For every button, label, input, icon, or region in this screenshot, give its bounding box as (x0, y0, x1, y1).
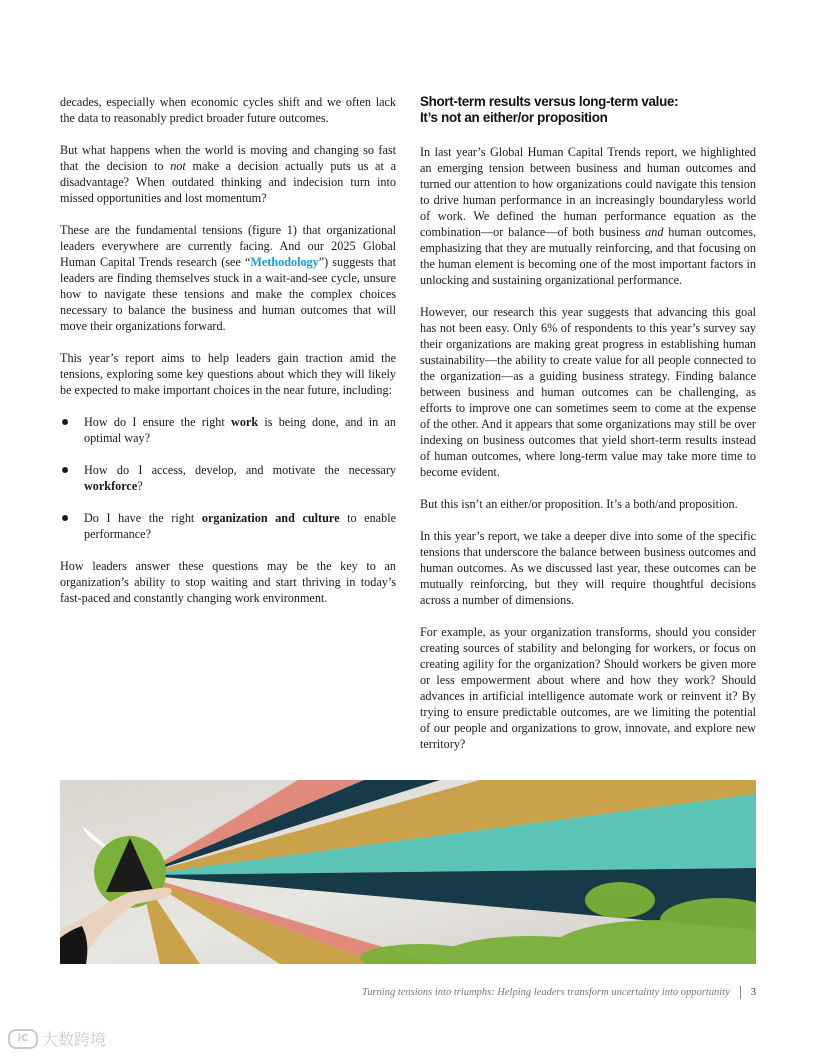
bullet-icon (62, 467, 68, 473)
bullet-icon (62, 419, 68, 425)
page-number: 3 (750, 987, 756, 998)
hero-illustration (60, 780, 756, 964)
methodology-link[interactable]: Methodology (250, 255, 319, 269)
paragraph: But what happens when the world is moving and changing so fast that the decision to not make a decision actually puts us at a disadvantage? When outdated thinking and indecision turn into missed opportunities and lost momentum? (60, 143, 396, 205)
paragraph: How leaders answer these questions may be the key to an organization’s ability to stop waiting and start thriving in today’s fast-paced and constantly changing work environment. (60, 559, 396, 605)
footer-caption: Turning tensions into triumphs: Helping leaders transform uncertainty into opportunity (361, 987, 730, 998)
paragraph: decades, especially when economic cycles shift and we often lack the data to reasonably predict broader future outcomes. (60, 95, 396, 125)
question-list (60, 414, 396, 542)
list-item: How do I access, develop, and motivate the necessary workforce? (60, 462, 396, 494)
watermark-text: 大数跨境 (42, 1030, 107, 1049)
right-column (420, 94, 756, 768)
list-item: How do I ensure the right work is being done, and in an optimal way? (60, 414, 396, 446)
footer-divider (740, 986, 741, 999)
list-item: Do I have the right organization and culture to enable performance? (60, 510, 396, 542)
page-footer (362, 986, 756, 999)
paragraph: However, our research this year suggests that advancing this goal has not been easy. Only 6% of respondents to this year’s survey say their organizations are making great progress in establishing human sustainability—the ability to create value for all people connected to the organization—as a guiding business strategy. Finding balance between business and human outcomes can be challenging, as efforts to improve one can sometimes seem to come at the expense of the other. And it appears that some organizations may still be over indexing on business outcomes that yield short-term results instead of human outcomes, where long-term value may take more time to become evident. (420, 305, 756, 479)
paragraph: In this year’s report, we take a deeper dive into some of the specific tensions that underscore the balance between business outcomes and human outcomes. As we discussed last year, these outcomes can be mutually reinforcing, but they will require thoughtful decisions across a number of dimensions. (420, 529, 756, 607)
watermark (8, 1027, 106, 1050)
hero-collage-svg (60, 780, 756, 964)
paragraph: But this isn’t an either/or proposition. It’s a both/and proposition. (420, 497, 738, 511)
section-heading: Short-term results versus long-term value: It’s not an either/or proposition (420, 94, 679, 125)
paragraph: In last year’s Global Human Capital Trends report, we highlighted an emerging tension between business and human outcomes and turned our attention to how organizations could navigate this tension to drive human performance in an increasingly boundaryless world of work. We defined the human performance equation as the combination—or balance—of both business and human outcomes, emphasizing that they are mutually reinforcing, and that focusing on the human element is becoming one of the most important factors in unlocking and sustaining organizational performance. (420, 145, 756, 287)
paragraph: This year’s report aims to help leaders gain traction amid the tensions, exploring some key questions about which they will likely be expected to make important choices in the near future, including: (60, 351, 396, 397)
paragraph: For example, as your organization transforms, should you consider creating sources of stability and belonging for workers, or focus on creating agility for the organization? Should workers be given more or less empowerment about where and how they work? Should advances in artificial intelligence automate work or reinvent it? By trying to ensure predictable outcomes, are we limiting the potential of our people and organizations to grow, innovate, and explore new territory? (420, 625, 756, 751)
bullet-icon (62, 515, 68, 521)
watermark-logo-icon: iC (8, 1029, 38, 1049)
paragraph: These are the fundamental tensions (figure 1) that organizational leaders everywhere are currently facing. And our 2025 Global Human Capital Trends research (see “Methodology”) suggests that leaders are finding themselves stuck in a wait-and-see cycle, unsure how to navigate these tensions and make the complex choices necessary to balance the business and human outcomes that will move their organizations forward. (60, 223, 396, 333)
left-column (60, 94, 396, 622)
